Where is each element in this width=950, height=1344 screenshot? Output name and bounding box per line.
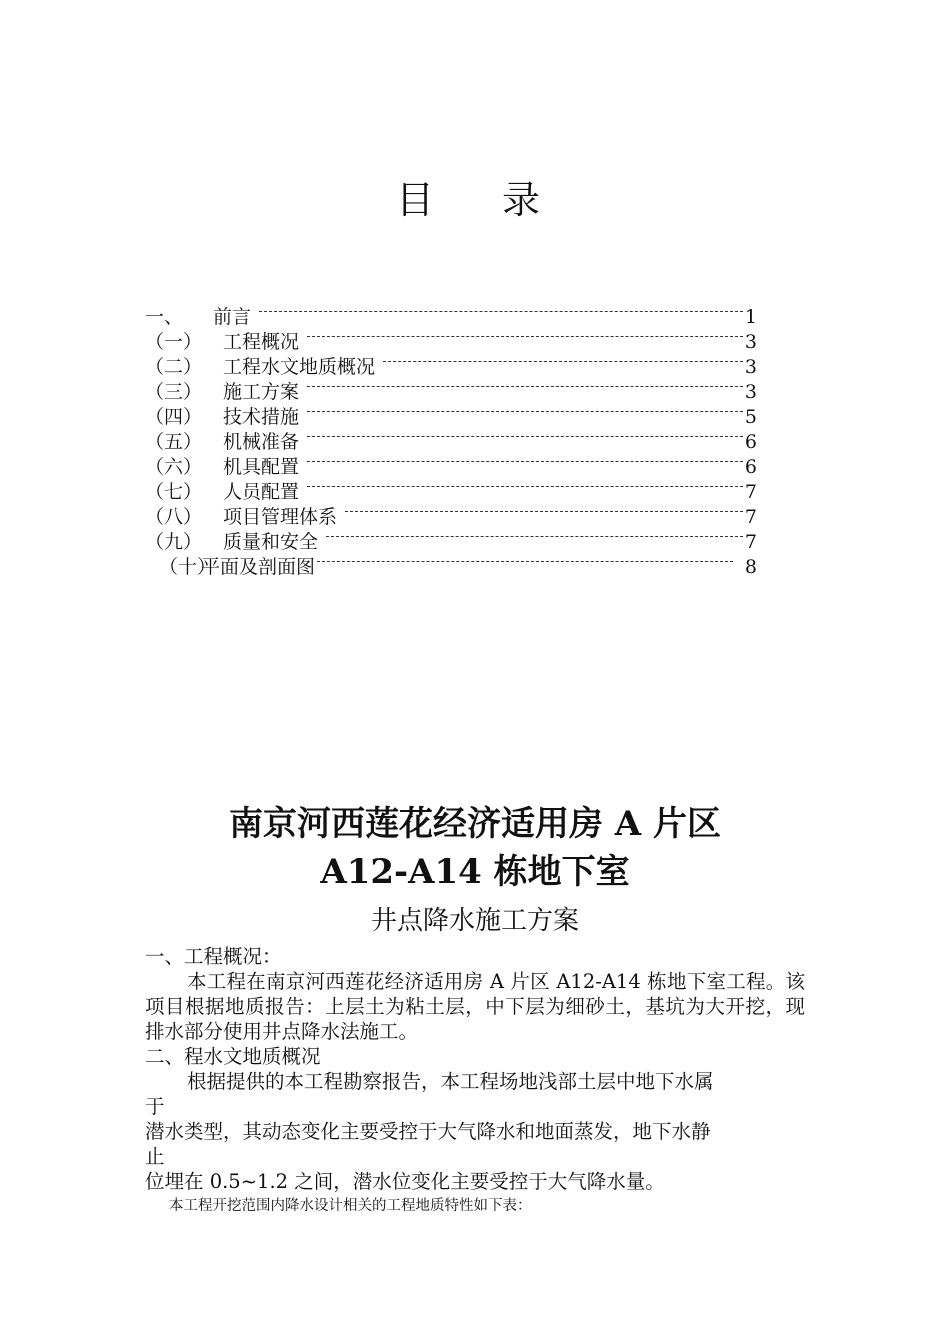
toc-entry-label: 前言 bbox=[213, 306, 252, 328]
paragraph-line: 于 bbox=[145, 1095, 165, 1118]
toc-entry-label: 机具配置 bbox=[223, 456, 300, 478]
toc-entry-number: （二） bbox=[145, 356, 203, 378]
toc-leader bbox=[305, 323, 743, 348]
toc-entry-page: 3 bbox=[744, 331, 757, 353]
document-body bbox=[145, 944, 805, 1218]
section-heading: 二、程水文地质概况 bbox=[145, 1045, 321, 1068]
toc-entry-number: （一） bbox=[145, 331, 203, 353]
toc-entry-page: 3 bbox=[744, 356, 757, 378]
toc-entry-number: （五） bbox=[145, 431, 203, 453]
toc-entry[interactable] bbox=[145, 298, 757, 328]
document-subtitle: 井点降水施工方案 bbox=[370, 906, 579, 936]
toc-entry-page: 7 bbox=[744, 506, 757, 528]
toc-entry-number: （八） bbox=[145, 506, 203, 528]
toc-entry-page: 3 bbox=[744, 381, 757, 403]
paragraph-line: 位埋在 0.5~1.2 之间，潜水位变化主要受控于大气降水量。 bbox=[145, 1170, 665, 1193]
document-title-line-1: 南京河西莲花经济适用房 A 片区 bbox=[228, 804, 722, 844]
toc-title: 目 录 bbox=[395, 178, 569, 222]
section-heading: 一、工程概况： bbox=[145, 945, 282, 968]
toc-entry-number: （九） bbox=[145, 531, 203, 553]
toc-leader bbox=[305, 448, 743, 473]
toc-leader bbox=[305, 373, 743, 398]
toc-entry-page: 8 bbox=[744, 556, 757, 578]
toc-leader bbox=[324, 523, 743, 548]
toc-leader bbox=[305, 423, 743, 448]
toc-entry-label: 机械准备 bbox=[223, 431, 300, 453]
paragraph-line: 潜水类型，其动态变化主要受控于大气降水和地面蒸发，地下水静 bbox=[145, 1120, 711, 1143]
toc-entry-number: （七） bbox=[145, 481, 203, 503]
toc-entry-page: 1 bbox=[744, 306, 757, 328]
toc-entry-number: （十） bbox=[159, 556, 217, 578]
toc-leader bbox=[305, 398, 743, 423]
toc-entry-number: （六） bbox=[145, 456, 203, 478]
table-caption: 本工程开挖范围内降水设计相关的工程地质特性如下表： bbox=[169, 1198, 532, 1214]
toc-entry-label: 平面及剖面图 bbox=[201, 556, 316, 578]
toc-entry-page: 7 bbox=[744, 481, 757, 503]
toc-entry-label: 工程水文地质概况 bbox=[223, 356, 376, 378]
paragraph: 本工程在南京河西莲花经济适用房 A 片区 A12-A14 栋地下室工程。该项目根据地质报告：上层土为粘土层，中下层为细砂土，基坑为大开挖，现排水部分使用井点降水法施工。 bbox=[145, 970, 805, 1043]
toc-entry-label: 人员配置 bbox=[223, 481, 300, 503]
toc-entry-page: 5 bbox=[744, 406, 757, 428]
toc-leader bbox=[381, 348, 743, 373]
toc-entry-label: 工程概况 bbox=[223, 331, 300, 353]
toc-entry-page: 7 bbox=[744, 531, 757, 553]
document-title-line-2: A12-A14 栋地下室 bbox=[320, 852, 630, 892]
toc-entry-number: （三） bbox=[145, 381, 203, 403]
toc-entry-label: 施工方案 bbox=[223, 381, 300, 403]
toc-leader bbox=[305, 473, 743, 498]
toc-leader bbox=[315, 548, 733, 573]
table-of-contents bbox=[145, 298, 757, 578]
paragraph-line: 根据提供的本工程勘察报告，本工程场地浅部土层中地下水属 bbox=[187, 1070, 714, 1093]
toc-entry-page: 6 bbox=[744, 456, 757, 478]
toc-leader bbox=[257, 298, 743, 323]
toc-entry-label: 质量和安全 bbox=[223, 531, 319, 553]
toc-entry-number: （四） bbox=[145, 406, 203, 428]
toc-entry-page: 6 bbox=[744, 431, 757, 453]
toc-entry-number: 一、 bbox=[145, 306, 184, 328]
paragraph-line: 止 bbox=[145, 1145, 165, 1168]
toc-entry-label: 项目管理体系 bbox=[223, 506, 338, 528]
toc-entry-label: 技术措施 bbox=[223, 406, 300, 428]
toc-leader bbox=[343, 498, 743, 523]
